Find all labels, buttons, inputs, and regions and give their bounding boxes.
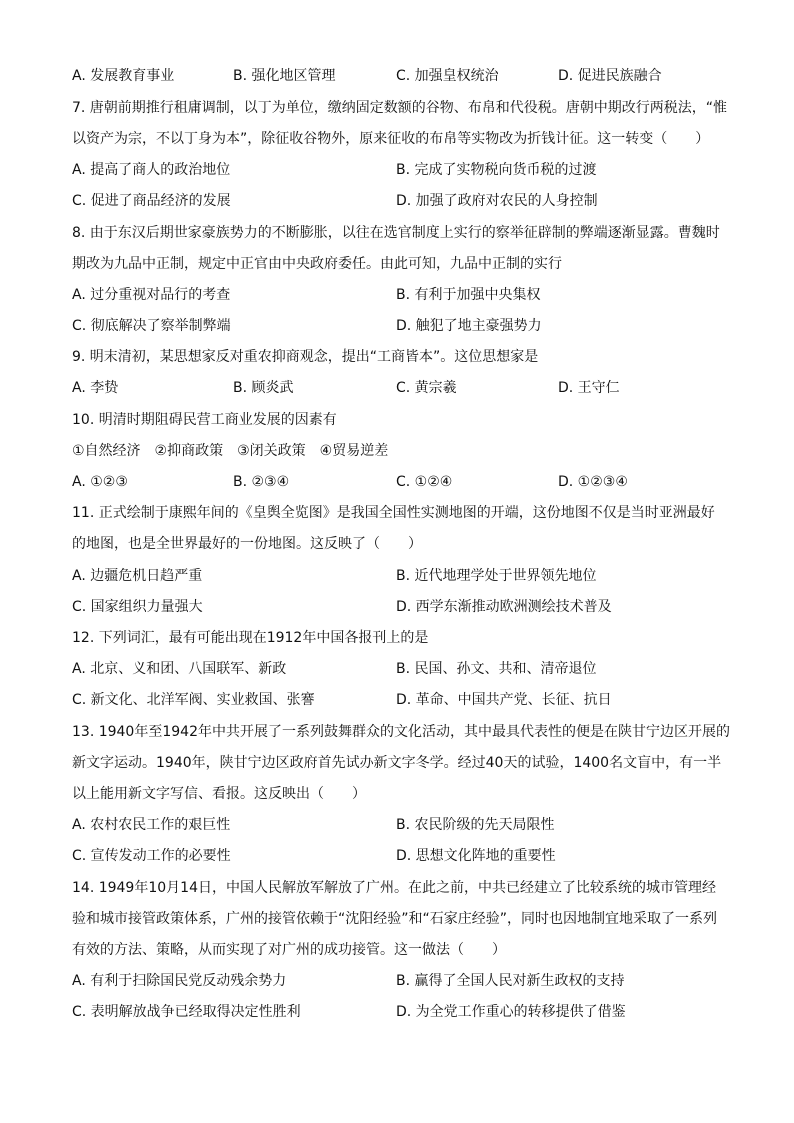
q6-option-b[interactable]: B. 强化地区管理 — [233, 68, 336, 84]
q9-option-c[interactable]: C. 黄宗羲 — [396, 380, 457, 396]
q7-option-b[interactable]: B. 完成了实物税向货币税的过渡 — [396, 162, 597, 178]
q7-option-d[interactable]: D. 加强了政府对农民的人身控制 — [396, 193, 598, 209]
q13-stem-line-3: 以上能用新文字写信、看报。这反映出（ ） — [72, 786, 366, 802]
q8-option-c[interactable]: C. 彻底解决了察举制弊端 — [72, 318, 231, 334]
q11-option-a[interactable]: A. 边疆危机日趋严重 — [72, 568, 203, 584]
q10-option-c[interactable]: C. ①②④ — [396, 474, 453, 490]
q7-option-c[interactable]: C. 促进了商品经济的发展 — [72, 193, 231, 209]
q13-stem-line-1: 13. 1940年至1942年中共开展了一系列鼓舞群众的文化活动，其中最具代表性的便是在陕甘宁边区开展的 — [72, 724, 730, 740]
q8-stem-line-2: 期改为九品中正制，规定中正官由中央政府委任。由此可知，九品中正制的实行 — [72, 256, 562, 272]
q13-option-c[interactable]: C. 宣传发动工作的必要性 — [72, 848, 231, 864]
q14-stem-line-2: 验和城市接管政策体系，广州的接管依赖于“沈阳经验”和“石家庄经验”，同时也因地制宜地采取了一系列 — [72, 911, 718, 927]
q11-option-d[interactable]: D. 西学东渐推动欧洲测绘技术普及 — [396, 599, 612, 615]
q12-option-c[interactable]: C. 新文化、北洋军阀、实业救国、张謇 — [72, 692, 315, 708]
q6-option-d[interactable]: D. 促进民族融合 — [558, 68, 662, 84]
q9-option-a[interactable]: A. 李贽 — [72, 380, 119, 396]
q8-option-b[interactable]: B. 有利于加强中央集权 — [396, 287, 541, 303]
q14-stem-line-3: 有效的方法、策略，从而实现了对广州的成功接管。这一做法（ ） — [72, 942, 506, 958]
q8-option-d[interactable]: D. 触犯了地主豪强势力 — [396, 318, 542, 334]
q12-option-d[interactable]: D. 革命、中国共产党、长征、抗日 — [396, 692, 612, 708]
q7-option-a[interactable]: A. 提高了商人的政治地位 — [72, 162, 231, 178]
q9-option-d[interactable]: D. 王守仁 — [558, 380, 620, 396]
q9-option-b[interactable]: B. 顾炎武 — [233, 380, 294, 396]
q11-option-c[interactable]: C. 国家组织力量强大 — [72, 599, 203, 615]
q14-option-a[interactable]: A. 有利于扫除国民党反动残余势力 — [72, 973, 287, 989]
q12-option-a[interactable]: A. 北京、义和团、八国联军、新政 — [72, 661, 287, 677]
q13-option-a[interactable]: A. 农村农民工作的艰巨性 — [72, 817, 231, 833]
q14-stem-line-1: 14. 1949年10月14日，中国人民解放军解放了广州。在此之前，中共已经建立了比较系统的城市管理经 — [72, 880, 716, 896]
q7-stem-line-2: 以资产为宗，不以丁身为本”，除征收谷物外，原来征收的布帛等实物改为折钱计征。这一转变（ ） — [72, 131, 710, 147]
q12-stem-line-1: 12. 下列词汇，最有可能出现在1912年中国各报刊上的是 — [72, 630, 429, 646]
q7-stem-line-1: 7. 唐朝前期推行租庸调制，以丁为单位，缴纳固定数额的谷物、布帛和代役税。唐朝中期改行两税法，“惟 — [72, 100, 728, 116]
q14-option-c[interactable]: C. 表明解放战争已经取得决定性胜利 — [72, 1004, 301, 1020]
q11-stem-line-1: 11. 正式绘制于康熙年间的《皇舆全览图》是我国全国性实测地图的开端，这份地图不仅是当时亚洲最好 — [72, 505, 715, 521]
q10-option-a[interactable]: A. ①②③ — [72, 474, 128, 490]
q9-stem-line-1: 9. 明末清初，某思想家反对重农抑商观念，提出“工商皆本”。这位思想家是 — [72, 349, 539, 365]
q13-option-d[interactable]: D. 思想文化阵地的重要性 — [396, 848, 556, 864]
q13-stem-line-2: 新文字运动。1940年，陕甘宁边区政府首先试办新文字冬学。经过40天的试验，1400名文盲中，有一半 — [72, 755, 722, 771]
q8-stem-line-1: 8. 由于东汉后期世家豪族势力的不断膨胀，以往在选官制度上实行的察举征辟制的弊端逐渐显露。曹魏时 — [72, 225, 720, 241]
q10-stem-line-2: ①自然经济 ②抑商政策 ③闭关政策 ④贸易逆差 — [72, 443, 389, 459]
q8-option-a[interactable]: A. 过分重视对品行的考查 — [72, 287, 231, 303]
q11-stem-line-2: 的地图，也是全世界最好的一份地图。这反映了（ ） — [72, 536, 422, 552]
q10-stem-line-1: 10. 明清时期阻碍民营工商业发展的因素有 — [72, 412, 337, 428]
q14-option-b[interactable]: B. 赢得了全国人民对新生政权的支持 — [396, 973, 625, 989]
q10-option-b[interactable]: B. ②③④ — [233, 474, 290, 490]
q11-option-b[interactable]: B. 近代地理学处于世界领先地位 — [396, 568, 597, 584]
q6-option-a[interactable]: A. 发展教育事业 — [72, 68, 175, 84]
q6-option-c[interactable]: C. 加强皇权统治 — [396, 68, 499, 84]
q12-option-b[interactable]: B. 民国、孙文、共和、清帝退位 — [396, 661, 597, 677]
q10-option-d[interactable]: D. ①②③④ — [558, 474, 628, 490]
q13-option-b[interactable]: B. 农民阶级的先天局限性 — [396, 817, 555, 833]
q14-option-d[interactable]: D. 为全党工作重心的转移提供了借鉴 — [396, 1004, 626, 1020]
